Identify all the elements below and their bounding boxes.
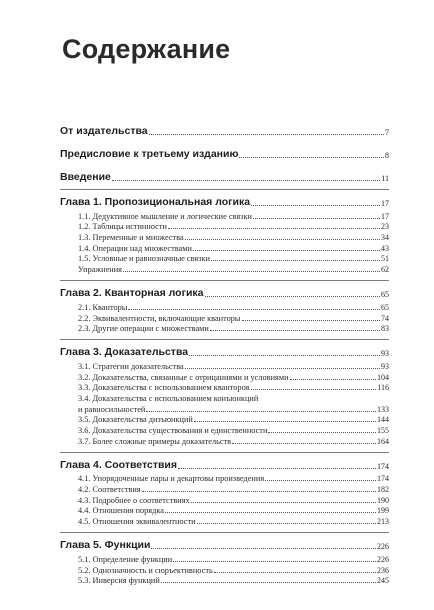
toc-section-label: 3.7. Более сложные примеры доказательств [78,436,232,446]
toc-chapter-label: Глава 5. Функции [60,539,151,552]
dot-leader [232,442,376,444]
toc-chapter[interactable] [60,195,389,208]
toc-page-number: 133 [377,404,389,414]
toc-chapter-label: Глава 2. Кванторная логика [60,287,204,300]
toc-section-label: 4.4. Отношения порядка [78,506,164,516]
dot-leader [251,204,380,206]
toc-section[interactable] [60,553,389,564]
toc-section[interactable] [60,323,389,334]
toc-page-number: 144 [377,415,389,425]
toc-section[interactable] [60,515,389,526]
toc-section[interactable] [60,242,389,253]
dot-leader [197,522,376,524]
toc-section[interactable] [60,483,389,494]
toc-section[interactable] [60,494,389,505]
toc-section-label: 5.1. Определение функции [78,554,173,564]
toc-front-item[interactable] [60,147,389,160]
toc-page-number: 236 [377,565,389,575]
toc-section[interactable] [60,564,389,575]
toc-page-number: 226 [377,554,389,564]
toc-section-label: 2.1. Кванторы [78,302,128,312]
toc-section-label: и равносильностей [78,404,146,414]
toc-section[interactable] [60,575,389,586]
toc-page-number: 174 [377,474,389,484]
page-title: Содержание [62,34,231,64]
toc-section-label: 4.5. Отношения эквивалентности [78,517,196,527]
toc-page-number: 213 [377,517,389,527]
toc-page-number: 11 [381,174,389,183]
toc-section[interactable] [60,371,389,382]
toc-chapter[interactable] [60,538,389,551]
toc-section[interactable] [60,414,389,425]
toc-page-number: 7 [385,128,389,137]
toc-section-label: 2.3. Другие операции с множествами [78,324,209,334]
dot-leader [189,354,380,356]
toc-page-number: 164 [377,436,389,446]
toc-page-number: 43 [381,243,389,253]
table-of-contents [60,124,389,585]
toc-section[interactable] [60,473,389,484]
toc-section[interactable] [60,435,389,446]
toc-section-label: Упражнения [78,265,122,275]
toc-section-label: 1.4. Операции над множествами [78,243,192,253]
toc-page-number: 23 [381,222,389,232]
toc-section[interactable] [60,301,389,312]
toc-section-label: 1.5. Условные и равнозначные связки [78,254,210,264]
dot-leader [146,410,376,412]
toc-section[interactable] [60,505,389,516]
toc-page-number: 51 [381,254,389,264]
toc-page-number: 245 [377,576,389,586]
toc-page-number: 93 [381,349,389,359]
toc-section[interactable] [60,210,389,221]
toc-page-number: 34 [381,233,389,243]
divider [60,189,389,190]
toc-chapter-label: Глава 1. Пропозициональная логика [60,196,251,208]
dot-leader [165,511,376,513]
dot-leader [149,133,384,135]
dot-leader [194,420,376,422]
dot-leader [191,501,376,503]
dot-leader [128,308,380,310]
toc-chapter-label: Глава 4. Соответствия [60,458,178,471]
toc-section-label: 3.6. Доказательства существования и единственности [78,426,268,435]
dot-leader [268,431,376,433]
toc-page-number: 65 [381,290,389,300]
dot-leader [210,329,380,331]
dot-leader [173,560,376,562]
divider [60,452,389,453]
toc-page-number: 182 [377,485,389,495]
toc-front-item[interactable] [60,124,389,137]
toc-section-label: 4.2. Соответствия [78,485,141,495]
dot-leader [290,378,376,380]
dot-leader [123,270,380,272]
toc-section[interactable] [60,312,389,323]
toc-section[interactable] [60,263,389,274]
dot-leader [239,156,384,158]
toc-page-number: 174 [377,461,389,471]
toc-section-label: 4.3. Подробнее о соответствиях [78,495,190,505]
toc-page-number: 62 [381,265,389,275]
dot-leader [185,367,380,369]
toc-section[interactable] [60,253,389,264]
divider [60,280,389,281]
toc-section-label: 3.3. Доказательства с использованием кванторов [78,383,250,393]
dot-leader [168,227,380,229]
toc-page-number: 116 [377,383,389,393]
toc-section-label: 1.1. Дедуктивное мышление и логические связки [78,211,252,221]
toc-section[interactable] [60,382,389,393]
toc-page-number: 199 [377,506,389,516]
divider [60,532,389,533]
toc-front-item[interactable] [60,170,389,183]
toc-section[interactable] [60,231,389,242]
toc-section-label: 3.2. Доказательства, связанные с отрицаниями и условиями [78,372,289,382]
dot-leader [151,547,376,549]
toc-page-number: 74 [381,313,389,323]
toc-section[interactable] [60,221,389,232]
toc-page-number: 190 [377,495,389,505]
toc-page-number: 83 [381,324,389,334]
toc-chapter-label: Глава 3. Доказательства [60,346,189,359]
dot-leader [142,490,376,492]
toc-page-number: 93 [381,361,389,371]
dot-leader [251,388,377,390]
toc-section-label: 5.2. Однозначность и сюръективность [78,565,213,575]
toc-page-number: 226 [377,542,389,552]
toc-page-number: 104 [377,372,389,382]
toc-page-number: 17 [381,199,389,208]
dot-leader [112,179,380,181]
dot-leader [185,238,380,240]
toc-page-number: 8 [385,151,389,160]
toc-section-label: 4.1. Упорядоченные пары и декартовы произведения [78,474,265,484]
divider [60,339,389,340]
dot-leader [193,249,380,251]
toc-section-label: 5.3. Инверсия функций [78,576,160,586]
toc-entry-label: Предисловие к третьему изданию [60,148,239,160]
toc-section[interactable] [60,424,389,435]
dot-leader [253,217,380,219]
toc-section-continuation[interactable] [60,403,389,414]
toc-section-label: 1.2. Таблицы истинности [78,222,167,232]
toc-entry-label: Введение [60,171,111,183]
dot-leader [211,259,380,261]
toc-section-label: 3.4. Доказательства с использованием конъюнкций [78,393,259,403]
dot-leader [178,467,376,469]
toc-chapter[interactable] [60,458,389,471]
toc-section[interactable] [60,392,389,403]
toc-chapter[interactable] [60,345,389,358]
toc-section[interactable] [60,360,389,371]
toc-section-label: 3.1. Стратегии доказательства [78,361,184,371]
toc-entry-label: От издательства [60,125,148,137]
dot-leader [265,479,376,481]
toc-section-label: 3.5. Доказательства дизъюнкций [78,415,193,425]
toc-chapter[interactable] [60,286,389,299]
toc-section-label: 1.3. Переменные и множества [78,233,184,243]
toc-page-number: 65 [381,302,389,312]
toc-page-number: 17 [381,211,389,221]
toc-section-label: 2.2. Эквивалентности, включающие кванторы [78,313,241,323]
dot-leader [161,581,376,583]
dot-leader [205,295,380,297]
dot-leader [242,319,381,321]
dot-leader [214,571,376,573]
toc-page-number: 155 [377,426,389,435]
